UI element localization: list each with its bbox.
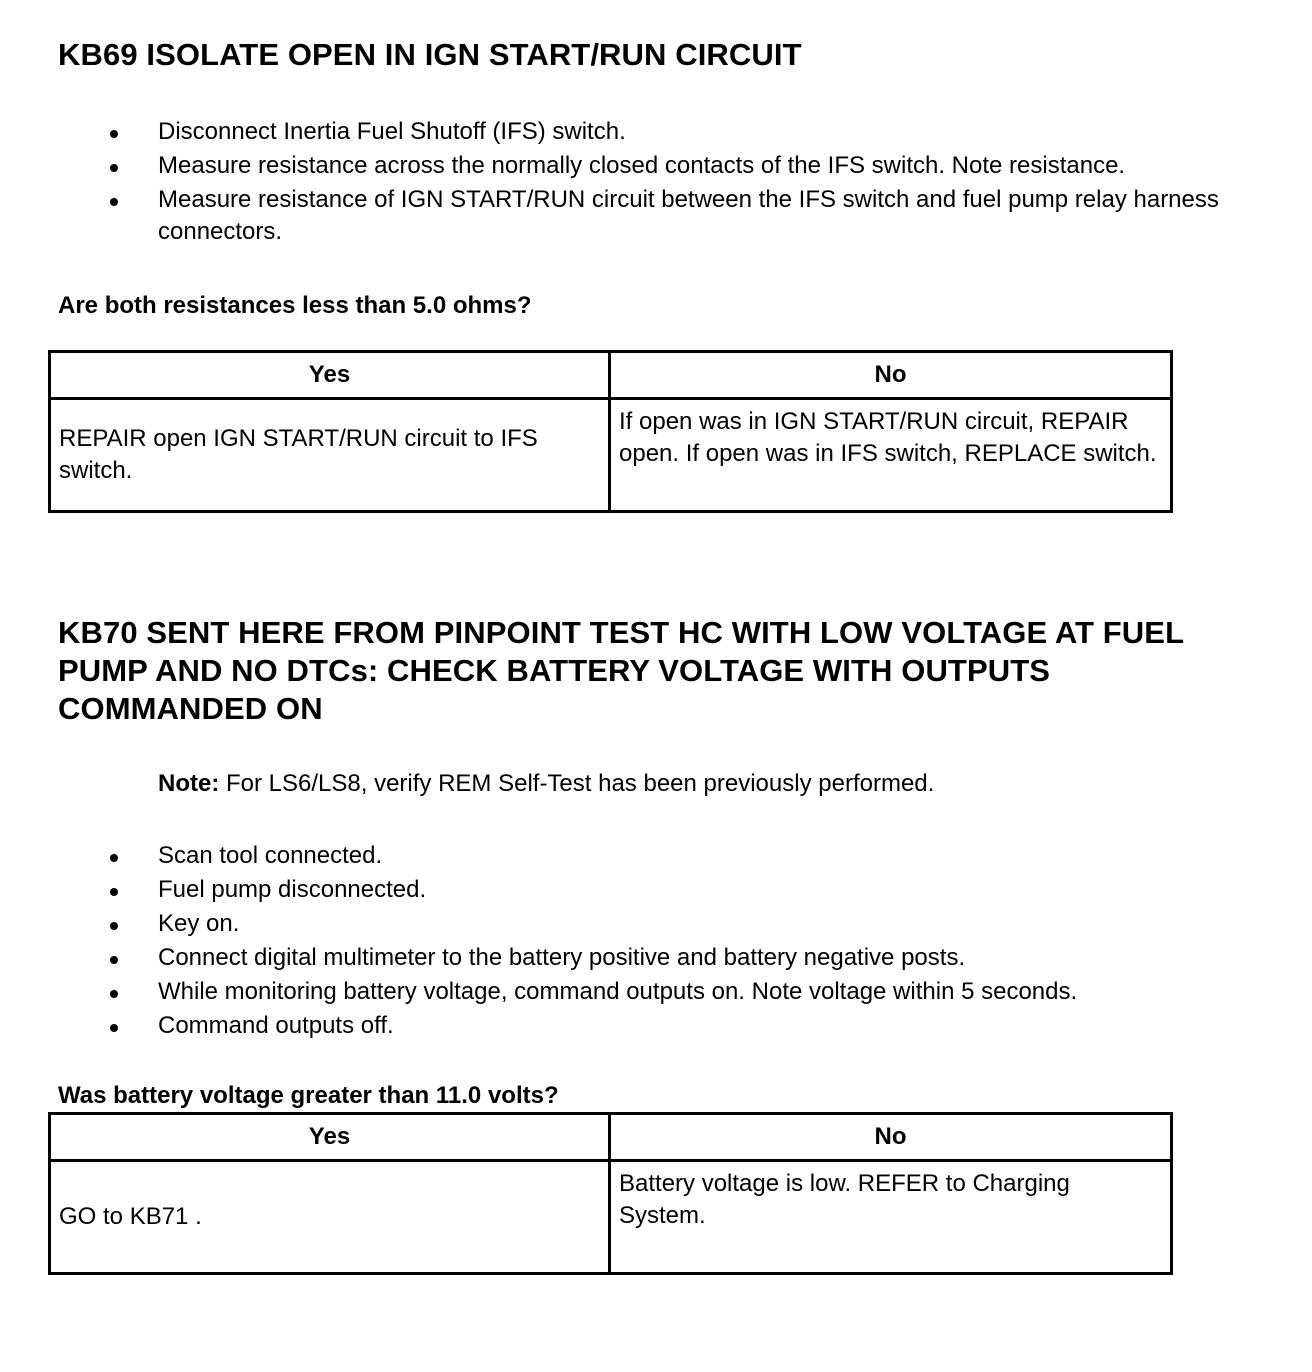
kb70-section: [58, 614, 1258, 1110]
table-row: [50, 399, 1172, 512]
yes-action: REPAIR open IGN START/RUN circuit to IFS switch.: [50, 399, 610, 512]
kb69-question: Are both resistances less than 5.0 ohms?: [58, 292, 532, 319]
no-header: No: [610, 352, 1172, 399]
kb70-step-4: Connect digital multimeter to the battery positive and battery negative posts.: [58, 942, 1228, 974]
bullet-icon: [110, 198, 118, 206]
no-action: Battery voltage is low. REFER to Charging System.: [610, 1161, 1172, 1274]
yes-action: GO to KB71 .: [50, 1161, 610, 1274]
kb69-step-2: Measure resistance across the normally closed contacts of the IFS switch. Note resistance.: [58, 150, 1228, 182]
kb70-step-3: Key on.: [58, 908, 1228, 940]
kb69-steps-list: [58, 116, 1258, 248]
table-row: [50, 1161, 1172, 1274]
kb70-result-table: [48, 1112, 1173, 1275]
note-text: For LS6/LS8, verify REM Self-Test has been previously performed.: [219, 770, 935, 797]
kb70-step-2: Fuel pump disconnected.: [58, 874, 1228, 906]
kb69-step-3: Measure resistance of IGN START/RUN circuit between the IFS switch and fuel pump relay harness connectors.: [58, 184, 1228, 248]
yes-header: Yes: [50, 1114, 610, 1161]
table-header-row: [50, 352, 1172, 399]
bullet-icon: [110, 956, 118, 964]
yes-header: Yes: [50, 352, 610, 399]
bullet-icon: [110, 1024, 118, 1032]
kb69-result-table: [48, 350, 1173, 513]
kb70-heading: KB70 SENT HERE FROM PINPOINT TEST HC WITH LOW VOLTAGE AT FUEL PUMP AND NO DTCs: CHECK BATTERY VOLTAGE WITH OUTPUTS COMMANDED ON: [58, 615, 1184, 726]
bullet-icon: [110, 990, 118, 998]
kb70-step-6: Command outputs off.: [58, 1010, 1228, 1042]
kb69-section: [58, 36, 1258, 320]
bullet-icon: [110, 888, 118, 896]
kb70-step-1: Scan tool connected.: [58, 840, 1228, 872]
kb70-question: Was battery voltage greater than 11.0 volts?: [58, 1082, 559, 1109]
bullet-icon: [110, 922, 118, 930]
bullet-icon: [110, 164, 118, 172]
table-header-row: [50, 1114, 1172, 1161]
kb69-step-1: Disconnect Inertia Fuel Shutoff (IFS) switch.: [58, 116, 1228, 148]
kb70-note: [58, 768, 1258, 800]
kb70-step-5: While monitoring battery voltage, command outputs on. Note voltage within 5 seconds.: [58, 976, 1278, 1008]
note-label: Note:: [158, 770, 220, 797]
no-header: No: [610, 1114, 1172, 1161]
bullet-icon: [110, 130, 118, 138]
kb69-heading: KB69 ISOLATE OPEN IN IGN START/RUN CIRCUIT: [58, 37, 802, 72]
bullet-icon: [110, 854, 118, 862]
kb70-steps-list: [58, 840, 1258, 1042]
no-action: If open was in IGN START/RUN circuit, REPAIR open. If open was in IFS switch, REPLACE switch.: [610, 399, 1172, 512]
